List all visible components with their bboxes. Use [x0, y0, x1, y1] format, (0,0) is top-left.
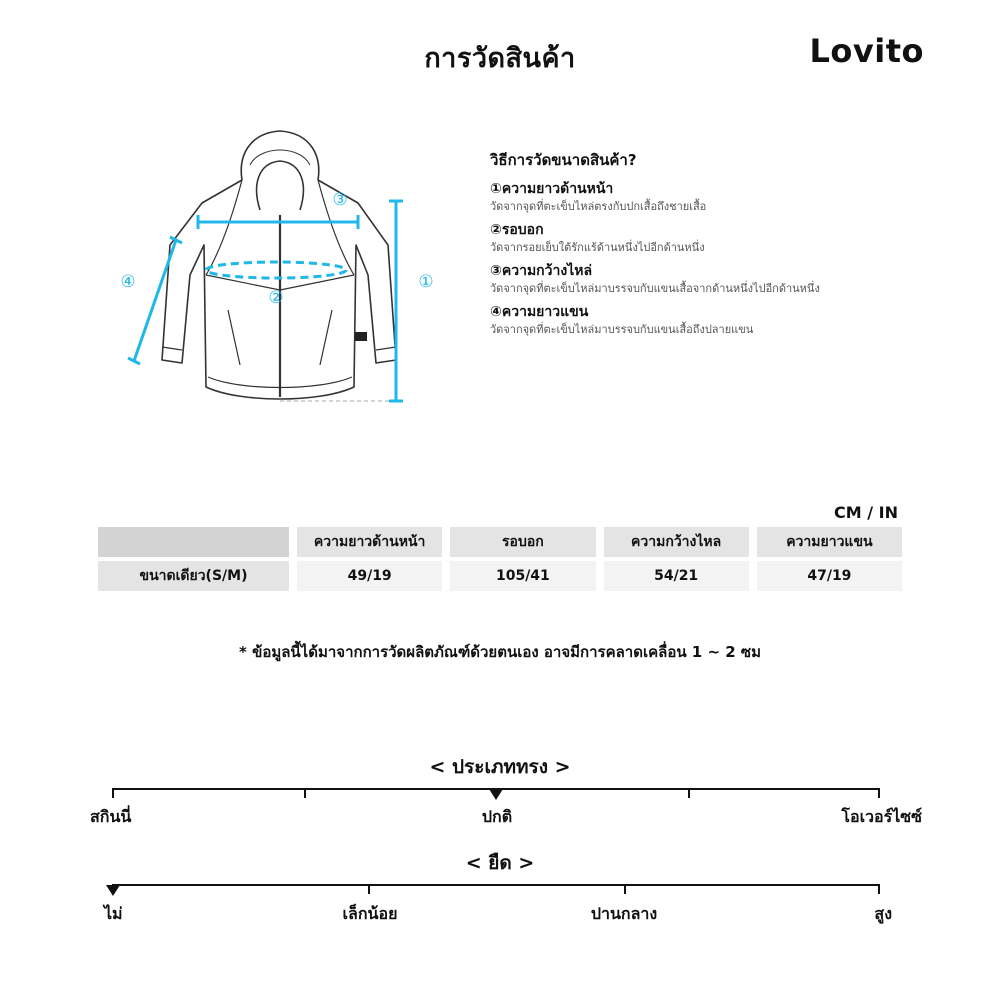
fit-selected-pointer-icon	[489, 789, 503, 800]
stretch-scale-tick	[624, 884, 626, 894]
table-header-cell	[98, 527, 289, 557]
table-cell: 54/21	[604, 561, 749, 591]
marker-shoulder-width: ③	[332, 190, 348, 210]
howto-item-desc: วัดจากจุดที่ตะเข็บไหล่มาบรรจบกับแขนเสื้อถึงปลายแขน	[490, 323, 754, 336]
stretch-scale-line	[112, 884, 880, 886]
fit-scale-tick	[688, 788, 690, 798]
stretch-label-none: ไม่	[104, 904, 123, 923]
table-cell: 105/41	[450, 561, 595, 591]
stretch-label-medium: ปานกลาง	[590, 904, 658, 923]
howto-item-desc: วัดจากจุดที่ตะเข็บไหล่ตรงกับปกเสื้อถึงชายเสื้อ	[490, 200, 707, 213]
table-header-cell: ความยาวด้านหน้า	[297, 527, 442, 557]
brand-logo: Lovito	[809, 32, 924, 70]
size-table	[98, 527, 902, 595]
howto-item-title: ②รอบอก	[490, 222, 544, 238]
fit-scale-title: < ประเภททรง >	[429, 756, 571, 778]
how-to-heading: วิธีการวัดขนาดสินค้า?	[490, 151, 637, 169]
howto-item-title: ①ความยาวด้านหน้า	[490, 181, 614, 197]
table-header-cell: ความกว้างไหล	[604, 527, 749, 557]
chest-line	[206, 262, 346, 278]
stretch-label-high: สูง	[874, 904, 892, 923]
fit-scale-tick	[878, 788, 880, 798]
table-header-cell: ความยาวแขน	[757, 527, 902, 557]
howto-item	[490, 262, 950, 297]
stretch-selected-pointer-icon	[106, 885, 120, 896]
how-to-measure	[490, 148, 950, 344]
howto-item-desc: วัดจากรอยเย็บใต้รักแร้ด้านหนึ่งไปอีกด้านหนึ่ง	[490, 241, 705, 254]
stretch-scale-title: < ยืด >	[465, 852, 535, 874]
fit-label-skinny: สกินนี่	[90, 807, 132, 826]
table-header-row	[98, 527, 902, 557]
table-cell: 47/19	[757, 561, 902, 591]
howto-item-title: ④ความยาวแขน	[490, 304, 589, 320]
jacket-illustration	[110, 125, 450, 415]
stretch-scale-tick	[368, 884, 370, 894]
table-cell: 49/19	[297, 561, 442, 591]
stretch-label-slight: เล็กน้อย	[342, 904, 398, 923]
howto-item	[490, 303, 950, 338]
table-header-cell: รอบอก	[450, 527, 595, 557]
howto-item-desc: วัดจากจุดที่ตะเข็บไหล่มาบรรจบกับแขนเสื้อจากด้านหนึ่งไปอีกด้านหนึ่ง	[490, 282, 820, 295]
fit-scale-tick	[112, 788, 114, 798]
marker-front-length: ①	[418, 272, 434, 292]
table-cell-size: ขนาดเดียว(S/M)	[98, 561, 289, 591]
sleeve-length-line	[134, 240, 176, 361]
marker-sleeve-length: ④	[120, 272, 136, 292]
stretch-scale-tick	[878, 884, 880, 894]
unit-label: CM / IN	[834, 503, 898, 522]
howto-item	[490, 180, 950, 215]
howto-item	[490, 221, 950, 256]
table-row	[98, 561, 902, 591]
fit-scale-tick	[304, 788, 306, 798]
measurement-note: * ข้อมูลนี้ได้มาจากการวัดผลิตภัณฑ์ด้วยตนเอง อาจมีการคลาดเคลื่อน 1 ~ 2 ซม	[239, 643, 761, 661]
jacket-measurement-diagram	[110, 125, 450, 415]
howto-item-title: ③ความกว้างไหล่	[490, 263, 593, 279]
marker-chest: ②	[268, 288, 284, 308]
page-title: การวัดสินค้า	[424, 43, 576, 74]
jacket-label-tag	[355, 332, 367, 341]
fit-label-regular: ปกติ	[481, 807, 513, 826]
fit-label-oversize: โอเวอร์ไซซ์	[841, 807, 922, 826]
